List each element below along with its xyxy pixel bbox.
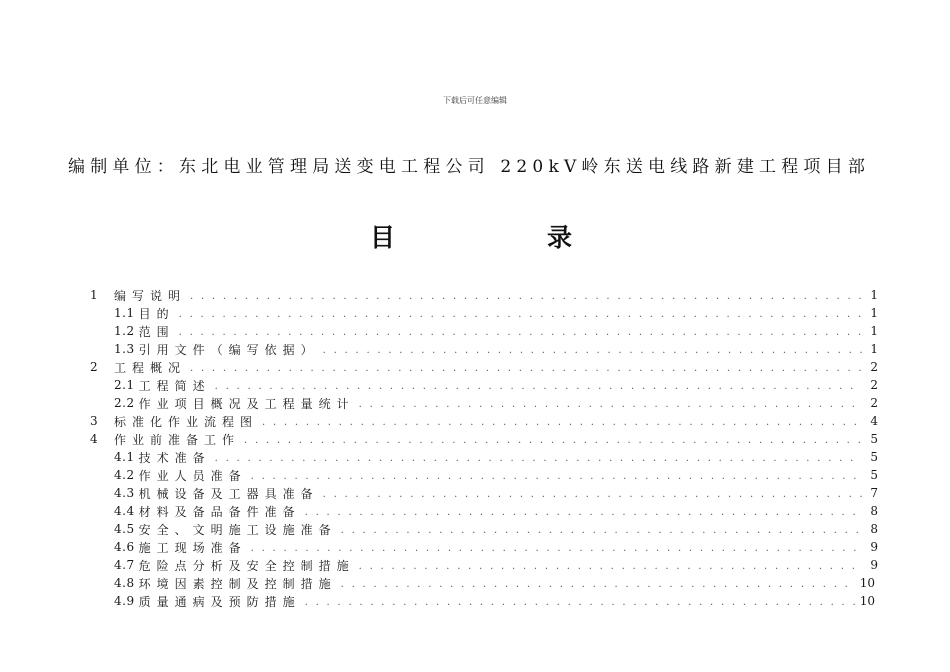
toc-entry-page: 1 xyxy=(870,288,878,302)
toc-entry-page: 1 xyxy=(870,306,878,320)
toc-leader-dots xyxy=(215,453,862,464)
toc-leader-dots xyxy=(323,345,862,356)
toc-entry-label: 环境因素控制及控制措施 xyxy=(138,576,337,591)
toc-entry[interactable] xyxy=(114,448,878,466)
toc-entry-number: 1.1 xyxy=(114,306,135,320)
toc-entry-number: 4.8 xyxy=(114,576,135,590)
toc-leader-dots xyxy=(251,471,862,482)
toc-entry[interactable] xyxy=(114,574,875,592)
toc-entry-page: 8 xyxy=(870,522,878,536)
toc-entry-label: 编写说明 xyxy=(114,288,187,303)
toc-entry-page: 10 xyxy=(859,576,875,590)
toc-entry[interactable] xyxy=(114,394,878,412)
toc-entry-number: 4.6 xyxy=(114,540,135,554)
toc-entry-number: 2.2 xyxy=(114,396,135,410)
toc-entry-page: 7 xyxy=(870,486,878,500)
toc-leader-dots xyxy=(179,327,862,338)
toc-entry[interactable] xyxy=(114,304,878,322)
toc-leader-dots xyxy=(359,561,862,572)
toc-entry-page: 8 xyxy=(870,504,878,518)
toc-entry[interactable] xyxy=(114,466,878,484)
toc-entry-page: 5 xyxy=(870,468,878,482)
toc-entry-number: 4.1 xyxy=(114,450,135,464)
toc-entry-number: 4.7 xyxy=(114,558,135,572)
toc-entry-number: 4.9 xyxy=(114,594,135,608)
toc-entry-page: 9 xyxy=(870,540,878,554)
toc-entry-label: 作业人员准备 xyxy=(138,468,247,483)
toc-entry[interactable] xyxy=(114,376,878,394)
toc-entry-label: 工程简述 xyxy=(138,378,211,393)
toc-entry[interactable] xyxy=(114,538,878,556)
toc-leader-dots xyxy=(251,543,862,554)
toc-entry-number: 1 xyxy=(90,288,99,302)
toc-entry-label: 施工现场准备 xyxy=(138,540,247,555)
toc-leader-dots xyxy=(190,363,862,374)
toc-entry-page: 9 xyxy=(870,558,878,572)
toc-entry-label: 引用文件（编写依据） xyxy=(138,342,319,357)
toc-entry-number: 4.4 xyxy=(114,504,135,518)
toc-entry-number: 4 xyxy=(90,432,99,446)
toc-entry-label: 技术准备 xyxy=(138,450,211,465)
toc-title-char-1: 目 xyxy=(370,223,396,252)
toc-leader-dots xyxy=(341,579,856,590)
header-note: 下载后可任意编辑 xyxy=(443,96,507,105)
toc-entry-label: 材料及备品备件准备 xyxy=(138,504,301,519)
toc-leader-dots xyxy=(341,525,862,536)
toc-entry-label: 范围 xyxy=(138,324,175,339)
toc-entry[interactable] xyxy=(114,322,878,340)
toc-entry-page: 5 xyxy=(870,450,878,464)
toc-entry-page: 10 xyxy=(859,594,875,608)
toc-entry-page: 5 xyxy=(870,432,878,446)
toc-entry[interactable] xyxy=(114,592,875,610)
toc-entry[interactable] xyxy=(90,358,878,376)
toc-entry-label: 目的 xyxy=(138,306,175,321)
toc-title-char-2: 录 xyxy=(547,223,573,252)
toc-entry[interactable] xyxy=(114,556,878,574)
toc-entry-number: 3 xyxy=(90,414,99,428)
toc-entry-number: 4.2 xyxy=(114,468,135,482)
toc-entry-label: 标准化作业流程图 xyxy=(114,414,259,429)
toc-leader-dots xyxy=(262,417,862,428)
toc-entry-label: 机械设备及工器具准备 xyxy=(138,486,319,501)
toc-entry-page: 1 xyxy=(870,342,878,356)
compiling-unit-line: 编制单位：东北电业管理局送变电工程公司 220kV岭东送电线路新建工程项目部 xyxy=(68,157,871,177)
toc-entry[interactable] xyxy=(90,430,878,448)
toc-entry-number: 4.5 xyxy=(114,522,135,536)
toc-entry-label: 危险点分析及安全控制措施 xyxy=(138,558,355,573)
toc-leader-dots xyxy=(215,381,862,392)
toc-leader-dots xyxy=(244,435,862,446)
toc-entry-label: 质量通病及预防措施 xyxy=(138,594,301,609)
toc-entry-page: 2 xyxy=(870,360,878,374)
toc-entry-number: 1.3 xyxy=(114,342,135,356)
toc-leader-dots xyxy=(179,309,862,320)
toc-leader-dots xyxy=(305,507,862,518)
toc-entry-number: 1.2 xyxy=(114,324,135,338)
toc-entry[interactable] xyxy=(114,502,878,520)
toc-title xyxy=(0,218,950,250)
toc-entry-number: 4.3 xyxy=(114,486,135,500)
toc-entry-number: 2 xyxy=(90,360,99,374)
toc-leader-dots xyxy=(190,291,862,302)
toc-leader-dots xyxy=(305,597,856,608)
toc-entry[interactable] xyxy=(90,286,878,304)
toc-entry-label: 作业项目概况及工程量统计 xyxy=(138,396,355,411)
toc-entry[interactable] xyxy=(114,484,878,502)
toc-entry-label: 安全、文明施工设施准备 xyxy=(138,522,337,537)
toc-entry-page: 2 xyxy=(870,378,878,392)
toc-entry-label: 作业前准备工作 xyxy=(114,432,241,447)
toc-entry-label: 工程概况 xyxy=(114,360,187,375)
toc-entry[interactable] xyxy=(114,340,878,358)
toc-entry-page: 1 xyxy=(870,324,878,338)
toc-entry[interactable] xyxy=(114,520,878,538)
toc-entry-number: 2.1 xyxy=(114,378,135,392)
toc-leader-dots xyxy=(323,489,862,500)
toc-entry[interactable] xyxy=(90,412,878,430)
toc-entry-page: 2 xyxy=(870,396,878,410)
toc-entry-page: 4 xyxy=(870,414,878,428)
toc-leader-dots xyxy=(359,399,862,410)
